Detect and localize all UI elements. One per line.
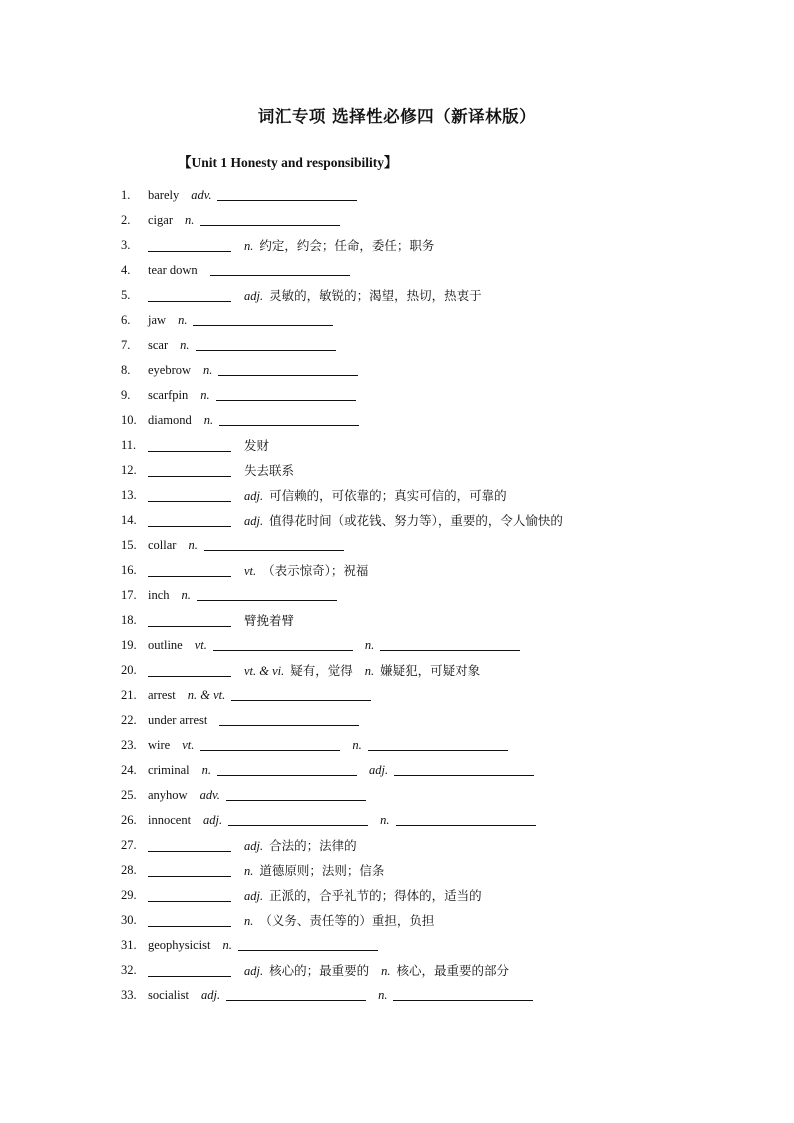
part-of-speech: n. & vt. [187,688,226,702]
chinese-meaning: 道德原则；法则；信条 [259,863,385,878]
answer-blank[interactable] [218,375,358,376]
vocab-item [0,958,794,983]
item-content [148,283,482,309]
part-of-speech: n. [364,664,375,678]
vocab-list [0,183,794,1008]
chinese-meaning: 发财 [244,438,270,453]
part-of-speech: adj. [244,889,264,903]
part-of-speech: vt. [244,564,257,578]
vocab-item [0,758,794,783]
chinese-meaning: 可信赖的，可依靠的；真实可信的，可靠的 [269,488,507,503]
part-of-speech: n. [380,813,390,827]
item-number: 22. [121,713,137,727]
english-word: outline [148,638,183,652]
item-content [148,183,357,208]
answer-blank-word[interactable] [148,451,231,452]
item-number: 25. [121,788,137,802]
answer-blank[interactable] [226,800,366,801]
vocab-item [0,533,794,558]
vocab-item [0,608,794,633]
item-content [148,733,508,758]
item-number: 1. [121,188,131,202]
part-of-speech: n. [244,914,254,928]
part-of-speech: n. [364,638,375,652]
vocab-item [0,583,794,608]
vocab-item [0,208,794,233]
part-of-speech: adv. [199,788,220,802]
answer-blank[interactable] [219,725,359,726]
vocab-item [0,508,794,533]
vocab-item [0,558,794,583]
item-content [148,558,368,584]
english-word: wire [148,738,171,752]
part-of-speech: n. [203,413,214,427]
item-number: 18. [121,613,137,627]
item-content [148,358,358,383]
answer-blank[interactable] [217,775,357,776]
item-content [148,533,344,558]
item-number: 27. [121,838,137,852]
item-content [148,458,294,484]
item-number: 4. [121,263,131,277]
item-number: 3. [121,238,131,252]
item-content [148,508,563,534]
vocab-item [0,733,794,758]
item-number: 15. [121,538,137,552]
item-number: 7. [121,338,131,352]
english-word: cigar [148,213,173,227]
chinese-meaning: 核心，最重要的部分 [396,963,510,978]
answer-blank-word[interactable] [148,251,231,252]
chinese-meaning: 核心的；最重要的 [269,963,370,978]
vocab-item [0,908,794,933]
answer-blank[interactable] [217,200,357,201]
item-number: 26. [121,813,137,827]
vocab-item [0,483,794,508]
item-number: 6. [121,313,131,327]
item-content [148,333,336,358]
vocab-item [0,683,794,708]
chinese-meaning: 疑有，觉得 [290,663,353,678]
answer-blank[interactable] [396,825,536,826]
item-content [148,258,350,283]
vocab-item [0,658,794,683]
item-content [148,808,536,833]
item-number: 24. [121,763,137,777]
vocab-item [0,833,794,858]
answer-blank[interactable] [228,825,368,826]
answer-blank-word[interactable] [148,301,231,302]
item-number: 17. [121,588,137,602]
vocab-item [0,883,794,908]
part-of-speech: adj. [203,813,223,827]
vocab-item [0,183,794,208]
vocab-item [0,383,794,408]
item-content [148,483,507,509]
item-content [148,758,534,783]
answer-blank-word[interactable] [148,501,231,502]
part-of-speech: adj. [244,964,264,978]
english-word: criminal [148,763,190,777]
item-number: 16. [121,563,137,577]
answer-blank-word[interactable] [148,901,231,902]
part-of-speech: adj. [244,289,264,303]
item-number: 32. [121,963,137,977]
english-word: arrest [148,688,176,702]
answer-blank[interactable] [200,225,340,226]
answer-blank[interactable] [393,1000,533,1001]
english-word: geophysicist [148,938,211,952]
chinese-meaning: 正派的，合乎礼节的；得体的，适当的 [269,888,482,903]
answer-blank-word[interactable] [148,626,231,627]
part-of-speech: n. [201,763,212,777]
answer-blank[interactable] [380,650,520,651]
answer-blank[interactable] [196,350,336,351]
item-content [148,858,384,884]
chinese-meaning: 失去联系 [244,463,295,478]
answer-blank-word[interactable] [148,576,231,577]
part-of-speech: n. [352,738,362,752]
part-of-speech: n. [381,964,391,978]
vocab-item [0,783,794,808]
vocab-item [0,933,794,958]
answer-blank[interactable] [210,275,350,276]
part-of-speech: n. [222,938,232,952]
item-content [148,233,434,259]
item-number: 23. [121,738,137,752]
answer-blank[interactable] [226,1000,366,1001]
item-number: 5. [121,288,131,302]
english-word: diamond [148,413,192,427]
answer-blank[interactable] [200,750,340,751]
answer-blank[interactable] [193,325,333,326]
item-number: 20. [121,663,137,677]
part-of-speech: adj. [244,514,264,528]
answer-blank[interactable] [368,750,508,751]
item-number: 21. [121,688,137,702]
item-content [148,783,366,808]
answer-blank[interactable] [219,425,359,426]
item-number: 29. [121,888,137,902]
part-of-speech: n. [378,988,388,1002]
vocab-item [0,983,794,1008]
answer-blank-word[interactable] [148,676,231,677]
item-number: 28. [121,863,137,877]
item-content [148,583,337,608]
part-of-speech: adj. [244,489,264,503]
vocab-item [0,858,794,883]
item-content [148,958,509,984]
item-content [148,608,294,634]
vocab-item [0,358,794,383]
english-word: jaw [148,313,167,327]
part-of-speech: adv. [191,188,212,202]
answer-blank[interactable] [216,400,356,401]
item-content [148,633,520,658]
part-of-speech: vt. [194,638,207,652]
part-of-speech: n. [178,313,188,327]
vocab-item [0,233,794,258]
part-of-speech: adj. [369,763,389,777]
answer-blank-word[interactable] [148,526,231,527]
vocab-item [0,708,794,733]
item-content [148,658,480,684]
vocab-item [0,258,794,283]
item-number: 31. [121,938,137,952]
item-content [148,933,378,958]
item-number: 14. [121,513,137,527]
item-content [148,208,340,233]
vocab-item [0,408,794,433]
english-word: tear down [148,263,198,277]
answer-blank[interactable] [204,550,344,551]
vocab-item [0,633,794,658]
chinese-meaning: 值得花时间（或花钱、努力等），重要的，令人愉快的 [269,513,563,528]
chinese-meaning: 约定，约会；任命，委任；职务 [259,238,435,253]
answer-blank[interactable] [394,775,534,776]
part-of-speech: vt. [182,738,195,752]
part-of-speech: adj. [200,988,221,1002]
item-number: 33. [121,988,137,1002]
answer-blank[interactable] [197,600,337,601]
part-of-speech: n. [184,213,195,227]
item-content [148,908,434,934]
answer-blank-word[interactable] [148,851,231,852]
item-content [148,308,333,333]
item-number: 8. [121,363,131,377]
chinese-meaning: 灵敏的，敏锐的；渴望，热切，热衷于 [269,288,482,303]
english-word: scar [148,338,169,352]
part-of-speech: n. [200,388,210,402]
item-content [148,833,357,859]
vocab-item [0,283,794,308]
chinese-meaning: 合法的；法律的 [269,838,357,853]
part-of-speech: n. [244,239,254,253]
part-of-speech: n. [188,538,198,552]
chinese-meaning: （义务、责任等的）重担，负担 [259,913,435,928]
vocab-item [0,808,794,833]
chinese-meaning: 臂挽着臂 [244,613,295,628]
answer-blank[interactable] [231,700,371,701]
english-word: eyebrow [148,363,192,377]
answer-blank[interactable] [238,950,378,951]
answer-blank-word[interactable] [148,876,231,877]
part-of-speech: n. [203,363,213,377]
part-of-speech: n. [181,588,191,602]
vocab-item [0,333,794,358]
item-content [148,983,533,1008]
item-content [148,408,359,433]
english-word: anyhow [148,788,188,802]
page-title: 词汇专项 选择性必修四（新译林版） [257,107,537,126]
part-of-speech: vt. & vi. [244,664,285,678]
answer-blank[interactable] [213,650,353,651]
english-word: barely [148,188,180,202]
item-content [148,433,269,459]
item-content [148,883,482,909]
part-of-speech: n. [244,864,254,878]
answer-blank-word[interactable] [148,976,231,977]
item-number: 12. [121,463,137,477]
item-number: 9. [121,388,131,402]
part-of-speech: adj. [244,839,264,853]
answer-blank-word[interactable] [148,926,231,927]
part-of-speech: n. [180,338,190,352]
english-word: inch [148,588,170,602]
chinese-meaning: 嫌疑犯，可疑对象 [380,663,481,678]
item-content [148,708,359,733]
item-number: 13. [121,488,137,502]
english-word: innocent [148,813,192,827]
english-word: scarfpin [148,388,189,402]
english-word: under arrest [148,713,208,727]
english-word: collar [148,538,177,552]
vocab-item [0,433,794,458]
item-number: 10. [121,413,137,427]
item-number: 2. [121,213,131,227]
item-content [148,683,371,708]
item-number: 19. [121,638,137,652]
vocab-item [0,458,794,483]
item-number: 30. [121,913,137,927]
chinese-meaning: （表示惊奇）；祝福 [262,563,369,578]
english-word: socialist [148,988,189,1002]
answer-blank-word[interactable] [148,476,231,477]
unit-heading: 【Unit 1 Honesty and responsibility】 [178,155,398,170]
item-number: 11. [121,438,137,452]
item-content [148,383,356,408]
vocab-item [0,308,794,333]
